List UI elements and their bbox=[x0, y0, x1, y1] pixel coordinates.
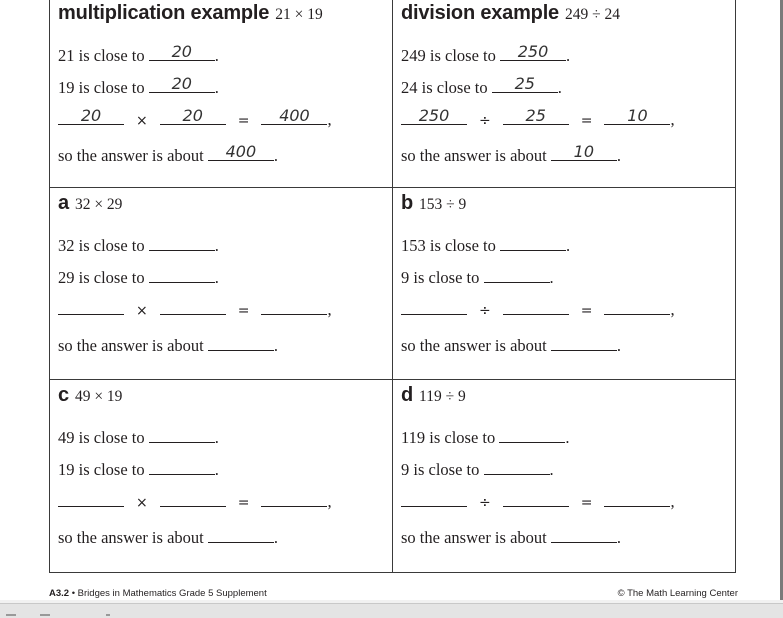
equals-symbol: = bbox=[237, 303, 250, 319]
problem-label: division example bbox=[401, 2, 559, 24]
close-to-text: is close to bbox=[429, 236, 496, 255]
close-to-text: is close to bbox=[421, 78, 488, 97]
equation-right-blank-value: 20 bbox=[182, 106, 203, 125]
close-to-text: is close to bbox=[429, 428, 496, 447]
problem-cell bbox=[393, 0, 736, 188]
period: . bbox=[214, 46, 219, 65]
equation-result-blank[interactable] bbox=[604, 491, 670, 507]
answer-row bbox=[401, 527, 621, 548]
estimate-row-second bbox=[401, 74, 562, 98]
comma: , bbox=[670, 492, 675, 511]
footer-left bbox=[49, 588, 267, 599]
equals-symbol: = bbox=[580, 303, 593, 319]
estimate-row-first bbox=[401, 235, 570, 256]
equation-result-blank[interactable] bbox=[604, 299, 670, 315]
estimate-row-first bbox=[401, 427, 570, 448]
equation-result-blank[interactable] bbox=[261, 299, 327, 315]
equation-result-blank[interactable] bbox=[604, 106, 670, 125]
first-number: 249 bbox=[401, 46, 426, 65]
problem-label: multiplication example bbox=[58, 2, 270, 24]
second-estimate-blank[interactable] bbox=[484, 267, 550, 283]
period: . bbox=[214, 460, 219, 479]
second-estimate-blank[interactable] bbox=[492, 74, 558, 93]
period: . bbox=[616, 336, 621, 355]
problem-title bbox=[58, 192, 122, 215]
problem-expression: 32 × 29 bbox=[74, 196, 123, 213]
comma: , bbox=[670, 300, 675, 319]
footer-code: A3.2 bbox=[49, 588, 70, 599]
footer-copyright: © The Math Learning Center bbox=[617, 588, 738, 599]
answer-row bbox=[401, 142, 621, 166]
operator-symbol: ÷ bbox=[479, 495, 491, 511]
problem-cell bbox=[393, 380, 736, 570]
equation-left-blank[interactable] bbox=[58, 299, 124, 315]
first-estimate-blank[interactable] bbox=[500, 235, 566, 251]
equation-left-blank[interactable] bbox=[401, 106, 467, 125]
close-to-text: is close to bbox=[413, 460, 480, 479]
problem-cell bbox=[50, 0, 393, 188]
page-footer bbox=[49, 588, 738, 602]
second-number: 19 bbox=[58, 78, 75, 97]
close-to-text: is close to bbox=[78, 78, 145, 97]
first-estimate-blank[interactable] bbox=[500, 42, 566, 61]
answer-blank-value: 10 bbox=[573, 142, 595, 161]
problem-cell bbox=[50, 380, 393, 570]
equals-symbol: = bbox=[580, 113, 593, 129]
operator-symbol: ÷ bbox=[479, 303, 491, 319]
period: . bbox=[549, 268, 554, 287]
footer-title: • Bridges in Mathematics Grade 5 Supplement bbox=[69, 588, 267, 599]
answer-blank[interactable] bbox=[208, 335, 274, 351]
estimate-row-second bbox=[58, 459, 219, 480]
problem-title bbox=[58, 2, 323, 25]
close-to-text: is close to bbox=[78, 428, 145, 447]
second-number: 24 bbox=[401, 78, 418, 97]
operator-symbol: × bbox=[136, 495, 148, 511]
second-number: 19 bbox=[58, 460, 75, 479]
estimate-row-second bbox=[58, 267, 219, 288]
first-number: 119 bbox=[401, 428, 426, 447]
period: . bbox=[566, 236, 571, 255]
equation-row bbox=[401, 106, 675, 130]
problem-expression: 119 ÷ 9 bbox=[419, 388, 466, 405]
estimate-row-first bbox=[58, 42, 219, 66]
problem-expression: 21 × 19 bbox=[275, 6, 323, 23]
equation-right-blank[interactable] bbox=[160, 106, 226, 125]
second-estimate-blank[interactable] bbox=[149, 459, 215, 475]
taskbar-strip bbox=[0, 603, 783, 618]
answer-row bbox=[401, 335, 621, 356]
taskbar-mark bbox=[40, 614, 50, 616]
period: . bbox=[273, 528, 278, 547]
second-number: 29 bbox=[58, 268, 75, 287]
answer-text: so the answer is about bbox=[58, 336, 204, 355]
second-number: 9 bbox=[401, 268, 410, 287]
first-number: 49 bbox=[58, 428, 75, 447]
equation-row bbox=[401, 491, 675, 512]
period: . bbox=[565, 428, 570, 447]
close-to-text: is close to bbox=[429, 46, 496, 65]
equation-right-blank[interactable] bbox=[160, 299, 226, 315]
problem-title bbox=[58, 384, 122, 407]
period: . bbox=[273, 146, 278, 165]
close-to-text: is close to bbox=[78, 460, 145, 479]
period: . bbox=[616, 528, 621, 547]
comma: , bbox=[327, 492, 332, 511]
equation-row bbox=[58, 491, 332, 512]
operator-symbol: × bbox=[136, 113, 148, 129]
problem-cell bbox=[50, 188, 393, 378]
close-to-text: is close to bbox=[78, 268, 145, 287]
equation-left-blank[interactable] bbox=[58, 106, 124, 125]
problem-cell bbox=[393, 188, 736, 378]
second-number: 9 bbox=[401, 460, 410, 479]
second-estimate-blank-value: 25 bbox=[514, 74, 535, 93]
period: . bbox=[549, 460, 554, 479]
first-number: 21 bbox=[58, 46, 75, 65]
first-number: 32 bbox=[58, 236, 75, 255]
period: . bbox=[566, 46, 571, 65]
operator-symbol: ÷ bbox=[479, 113, 491, 129]
problem-title bbox=[401, 384, 466, 407]
equation-left-blank-value: 20 bbox=[80, 106, 102, 125]
answer-row bbox=[58, 335, 278, 356]
answer-blank[interactable] bbox=[551, 335, 617, 351]
answer-text: so the answer is about bbox=[58, 146, 204, 165]
problem-expression: 153 ÷ 9 bbox=[419, 196, 467, 213]
period: . bbox=[273, 336, 278, 355]
period: . bbox=[557, 78, 562, 97]
taskbar-mark bbox=[106, 614, 110, 616]
equation-right-blank[interactable] bbox=[503, 299, 569, 315]
equals-symbol: = bbox=[237, 495, 250, 511]
answer-blank-value: 400 bbox=[225, 142, 257, 161]
close-to-text: is close to bbox=[78, 236, 145, 255]
answer-row bbox=[58, 527, 278, 548]
first-estimate-blank[interactable] bbox=[149, 427, 215, 443]
operator-symbol: × bbox=[136, 303, 148, 319]
comma: , bbox=[327, 110, 332, 129]
first-estimate-blank[interactable] bbox=[149, 42, 215, 61]
period: . bbox=[214, 428, 219, 447]
equals-symbol: = bbox=[237, 113, 250, 129]
estimate-row-second bbox=[401, 267, 554, 288]
equation-left-blank-value: 250 bbox=[418, 106, 450, 125]
close-to-text: is close to bbox=[413, 268, 480, 287]
equation-right-blank[interactable] bbox=[503, 106, 569, 125]
second-estimate-blank[interactable] bbox=[149, 267, 215, 283]
equals-symbol: = bbox=[580, 495, 593, 511]
problem-expression: 249 ÷ 24 bbox=[564, 6, 620, 23]
answer-text: so the answer is about bbox=[401, 528, 547, 547]
first-estimate-blank-value: 250 bbox=[517, 42, 549, 61]
equation-right-blank[interactable] bbox=[160, 491, 226, 507]
problem-label: a bbox=[58, 192, 69, 214]
answer-text: so the answer is about bbox=[401, 146, 547, 165]
answer-blank[interactable] bbox=[208, 527, 274, 543]
first-estimate-blank-value: 20 bbox=[171, 42, 192, 61]
equation-result-blank-value: 10 bbox=[627, 106, 648, 125]
problem-label: d bbox=[401, 384, 414, 406]
first-estimate-blank[interactable] bbox=[499, 427, 565, 443]
answer-blank[interactable] bbox=[551, 527, 617, 543]
answer-blank[interactable] bbox=[208, 142, 274, 161]
estimate-row-second bbox=[58, 74, 219, 98]
second-estimate-blank[interactable] bbox=[484, 459, 550, 475]
equation-right-blank[interactable] bbox=[503, 491, 569, 507]
problem-label: b bbox=[401, 192, 414, 214]
first-estimate-blank[interactable] bbox=[149, 235, 215, 251]
period: . bbox=[214, 78, 219, 97]
comma: , bbox=[327, 300, 332, 319]
equation-result-blank[interactable] bbox=[261, 106, 327, 125]
estimate-row-first bbox=[58, 235, 219, 256]
problem-expression: 49 × 19 bbox=[74, 388, 123, 405]
answer-row bbox=[58, 142, 278, 166]
period: . bbox=[214, 268, 219, 287]
comma: , bbox=[670, 110, 675, 129]
answer-text: so the answer is about bbox=[401, 336, 547, 355]
estimate-row-first bbox=[401, 42, 571, 66]
taskbar-mark bbox=[6, 614, 16, 616]
problem-title bbox=[401, 2, 620, 25]
second-estimate-blank[interactable] bbox=[149, 74, 215, 93]
answer-blank[interactable] bbox=[551, 142, 617, 161]
equation-row bbox=[58, 299, 332, 320]
problem-label: c bbox=[58, 384, 69, 406]
equation-result-blank[interactable] bbox=[261, 491, 327, 507]
period: . bbox=[616, 146, 621, 165]
answer-text: so the answer is about bbox=[58, 528, 204, 547]
equation-row bbox=[401, 299, 675, 320]
equation-result-blank-value: 400 bbox=[279, 106, 310, 125]
equation-left-blank[interactable] bbox=[58, 491, 124, 507]
close-to-text: is close to bbox=[78, 46, 145, 65]
equation-left-blank[interactable] bbox=[401, 299, 467, 315]
period: . bbox=[214, 236, 219, 255]
estimate-row-first bbox=[58, 427, 219, 448]
first-number: 153 bbox=[401, 236, 426, 255]
equation-row bbox=[58, 106, 332, 130]
equation-right-blank-value: 25 bbox=[525, 106, 546, 125]
problem-title bbox=[401, 192, 466, 215]
estimate-row-second bbox=[401, 459, 554, 480]
equation-left-blank[interactable] bbox=[401, 491, 467, 507]
second-estimate-blank-value: 20 bbox=[171, 74, 192, 93]
